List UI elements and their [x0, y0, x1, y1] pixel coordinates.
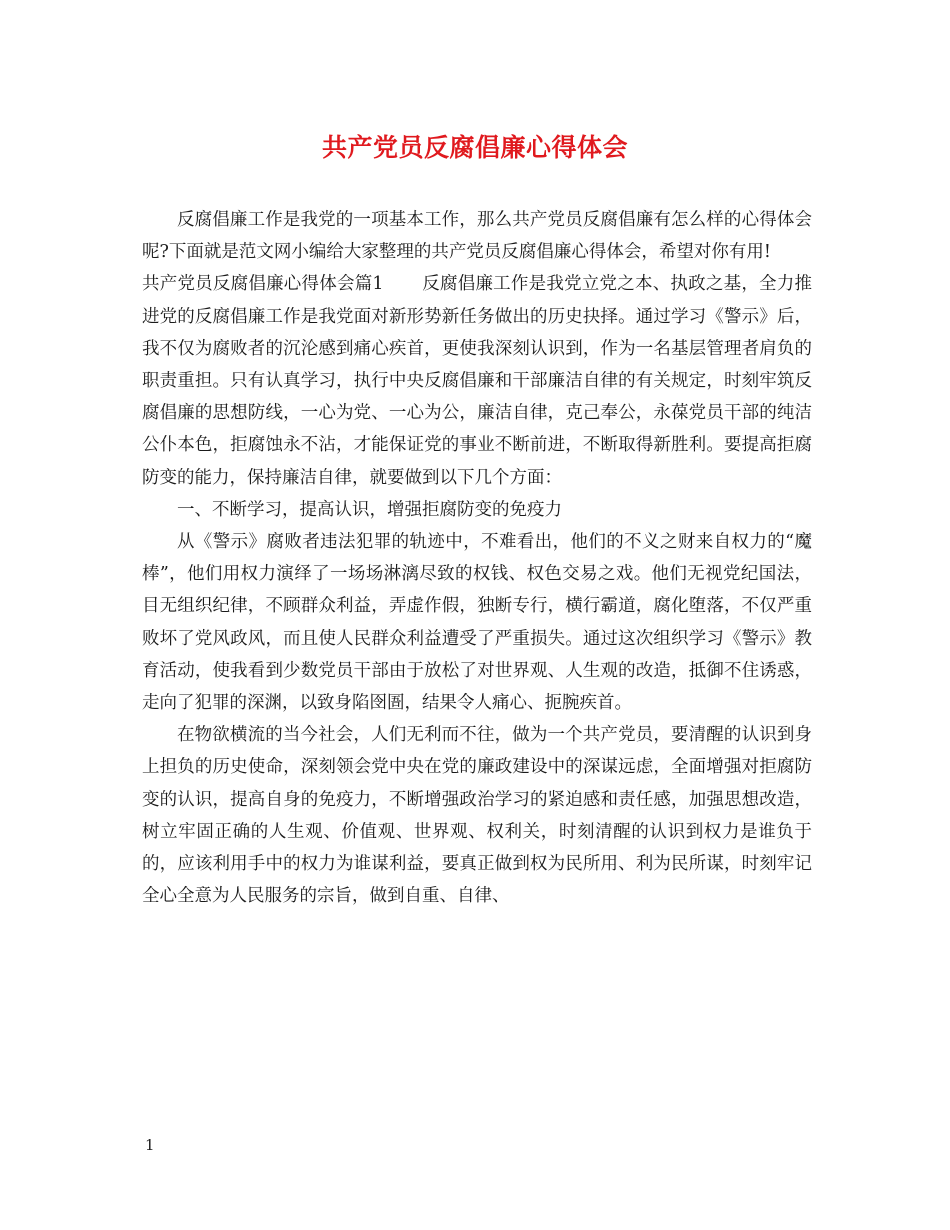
intro-paragraph: 反腐倡廉工作是我党的一项基本工作，那么共产党员反腐倡廉有怎么样的心得体会呢?下面就是范文网小编给大家整理的共产党员反腐倡廉心得体会，希望对你有用! — [142, 210, 812, 263]
page-number: 1 — [145, 1136, 155, 1154]
section-heading: 一、不断学习，提高认识，增强拒腐防变的免疫力 — [177, 499, 562, 520]
document-body — [142, 204, 812, 912]
body-paragraph-2: 在物欲横流的当今社会，人们无利而不往，做为一个共产党员，要清醒的认识到身上担负的历史使命，深刻领会党中央在党的廉政建设中的深谋远虑，全面增强对拒腐防变的认识，提高自身的免疫力，不断增强政治学习的紧迫感和责任感，加强思想改造，树立牢固正确的人生观、价值观、世界观、权利关，时刻清醒的认识到权力是谁负于的，应该利用手中的权力为谁谋利益，要真正做到权为民所用、利为民所谋，时刻牢记全心全意为人民服务的宗旨，做到自重、自律、 — [142, 725, 812, 907]
document-title: 共产党员反腐倡廉心得体会 — [321, 133, 628, 162]
section-intro-text: 反腐倡廉工作是我党立党之本、执政之基，全力推进党的反腐倡廉工作是我党面对新形势新任务做出的历史抉择。通过学习《警示》后，我不仅为腐败者的沉沦感到痛心疾首，更使我深刻认识到，作为一名基层管理者肩负的职责重担。只有认真学习，执行中央反腐倡廉和干部廉洁自律的有关规定，时刻牢筑反腐倡廉的思想防线，一心为党、一心为公，廉洁自律，克己奉公，永葆党员干部的纯洁公仆本色，拒腐蚀永不沾，才能保证党的事业不断前进，不断取得新胜利。要提高拒腐防变的能力，保持廉洁自律，就要做到以下几个方面： — [142, 274, 813, 488]
section-label: 共产党员反腐倡廉心得体会篇1 — [142, 274, 384, 295]
section-paragraph — [142, 268, 812, 493]
body-paragraph-1: 从《警示》腐败者违法犯罪的轨迹中，不难看出，他们的不义之财来自权力的“魔棒”，他们用权力演绎了一场场淋漓尽致的权钱、权色交易之戏。他们无视党纪国法，目无组织纪律，不顾群众利益，弄虚作假，独断专行，横行霸道，腐化堕落，不仅严重败坏了党风政风，而且使人民群众利益遭受了严重损失。通过这次组织学习《警示》教育活动，使我看到少数党员干部由于放松了对世界观、人生观的改造，抵御不住诱惑，走向了犯罪的深渊，以致身陷囹圄，结果令人痛心、扼腕疾首。 — [142, 532, 812, 714]
